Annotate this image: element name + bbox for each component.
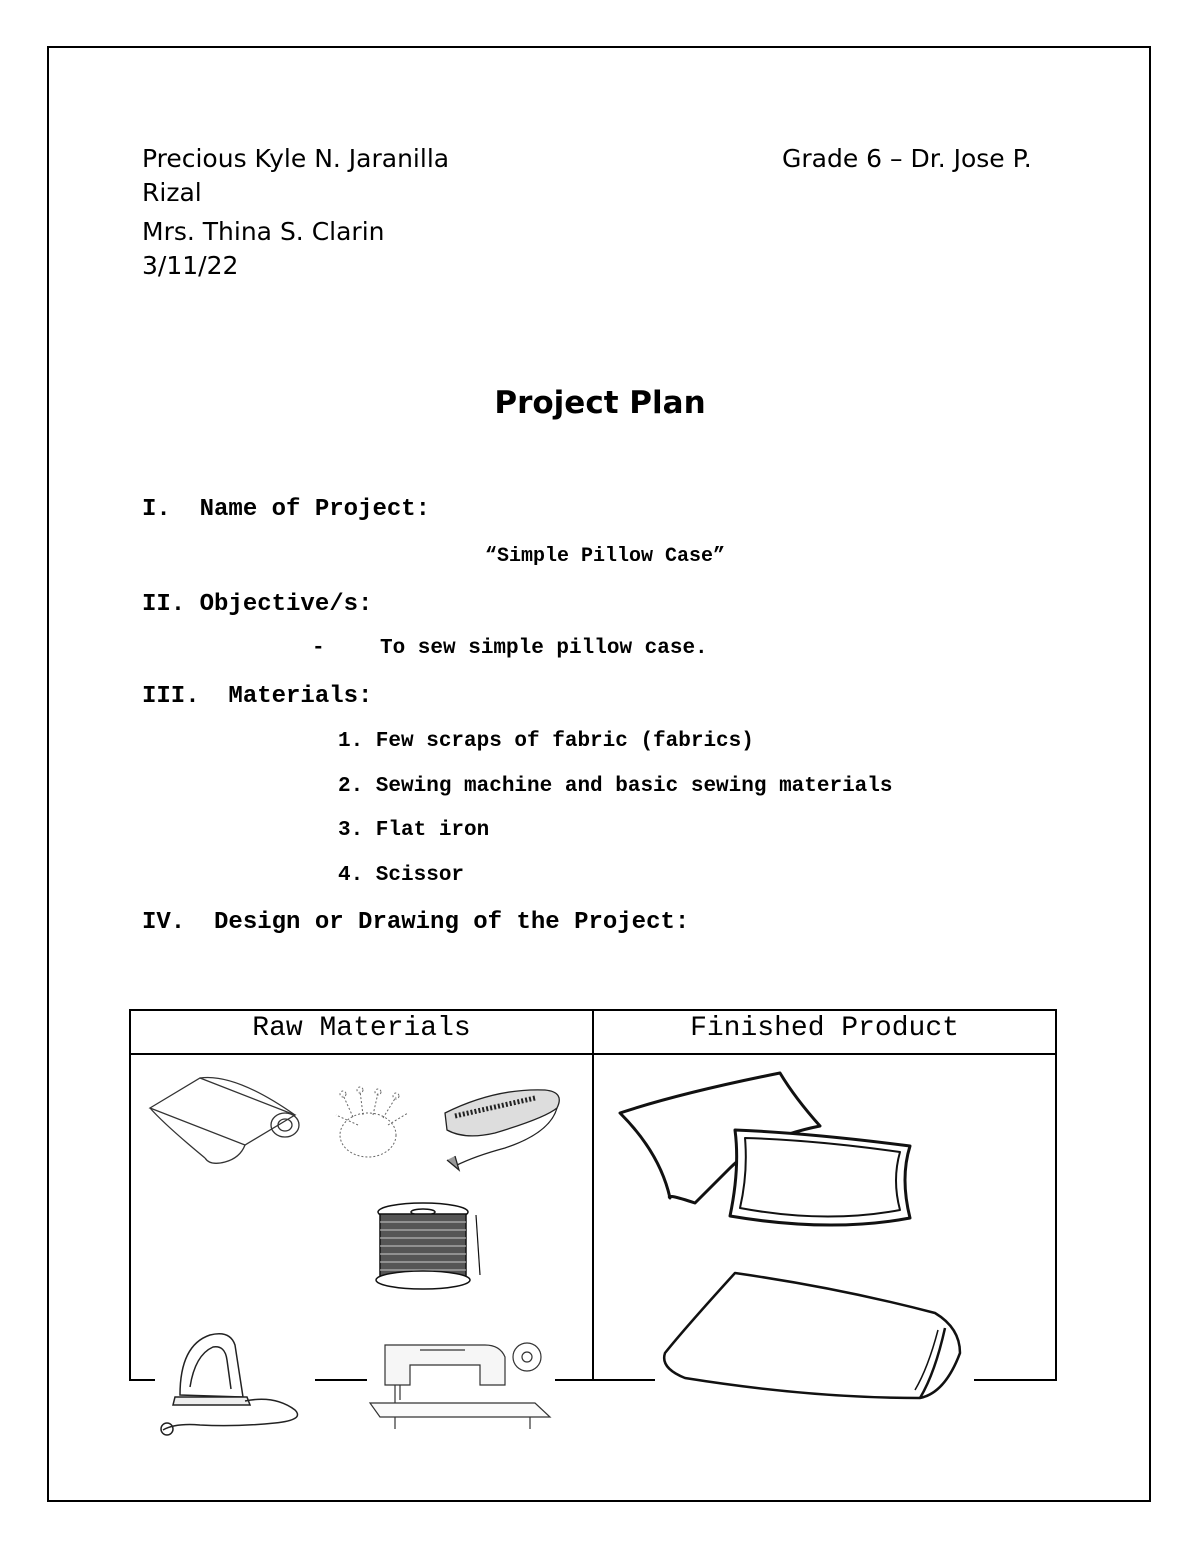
thread-spool-icon	[368, 1200, 488, 1295]
table-bottom-border	[974, 1379, 1057, 1381]
table-header-finished-product: Finished Product	[690, 1013, 959, 1044]
table-bottom-border	[555, 1379, 655, 1381]
material-item: 4. Scissor	[338, 864, 465, 887]
flat-iron-icon	[155, 1325, 315, 1440]
table-bottom-border	[129, 1379, 155, 1381]
section-materials-label: III. Materials:	[142, 683, 373, 710]
section-objective-label: II. Objective/s:	[142, 591, 373, 618]
grade-section: Grade 6 – Dr. Jose P.	[782, 144, 1032, 173]
pillows-icon	[610, 1068, 930, 1253]
section-design-label: IV. Design or Drawing of the Project:	[142, 909, 690, 936]
objective-text: To sew simple pillow case.	[380, 637, 708, 660]
pincushion-icon	[328, 1085, 418, 1165]
material-item: 1. Few scraps of fabric (fabrics)	[338, 730, 754, 753]
table-left-border	[129, 1009, 131, 1381]
material-item: 2. Sewing machine and basic sewing materials	[338, 775, 893, 798]
section-name-label: I. Name of Project:	[142, 496, 431, 523]
objective-dash: -	[312, 637, 325, 660]
measuring-tape-icon	[425, 1078, 580, 1173]
sewing-machine-icon	[365, 1325, 555, 1430]
teacher-name: Mrs. Thina S. Clarin	[142, 217, 385, 246]
fabric-roll-icon	[145, 1070, 315, 1170]
table-right-border	[1055, 1009, 1057, 1381]
table-header-raw-materials: Raw Materials	[252, 1013, 471, 1044]
table-middle-border	[592, 1009, 594, 1381]
material-item: 3. Flat iron	[338, 819, 490, 842]
date: 3/11/22	[142, 251, 239, 280]
pillow-case-icon	[660, 1268, 970, 1408]
student-name: Precious Kyle N. Jaranilla	[142, 144, 450, 173]
table-bottom-border	[315, 1379, 367, 1381]
project-name: “Simple Pillow Case”	[484, 545, 726, 568]
page-title: Project Plan	[494, 385, 706, 421]
grade-section-continued: Rizal	[142, 178, 202, 207]
